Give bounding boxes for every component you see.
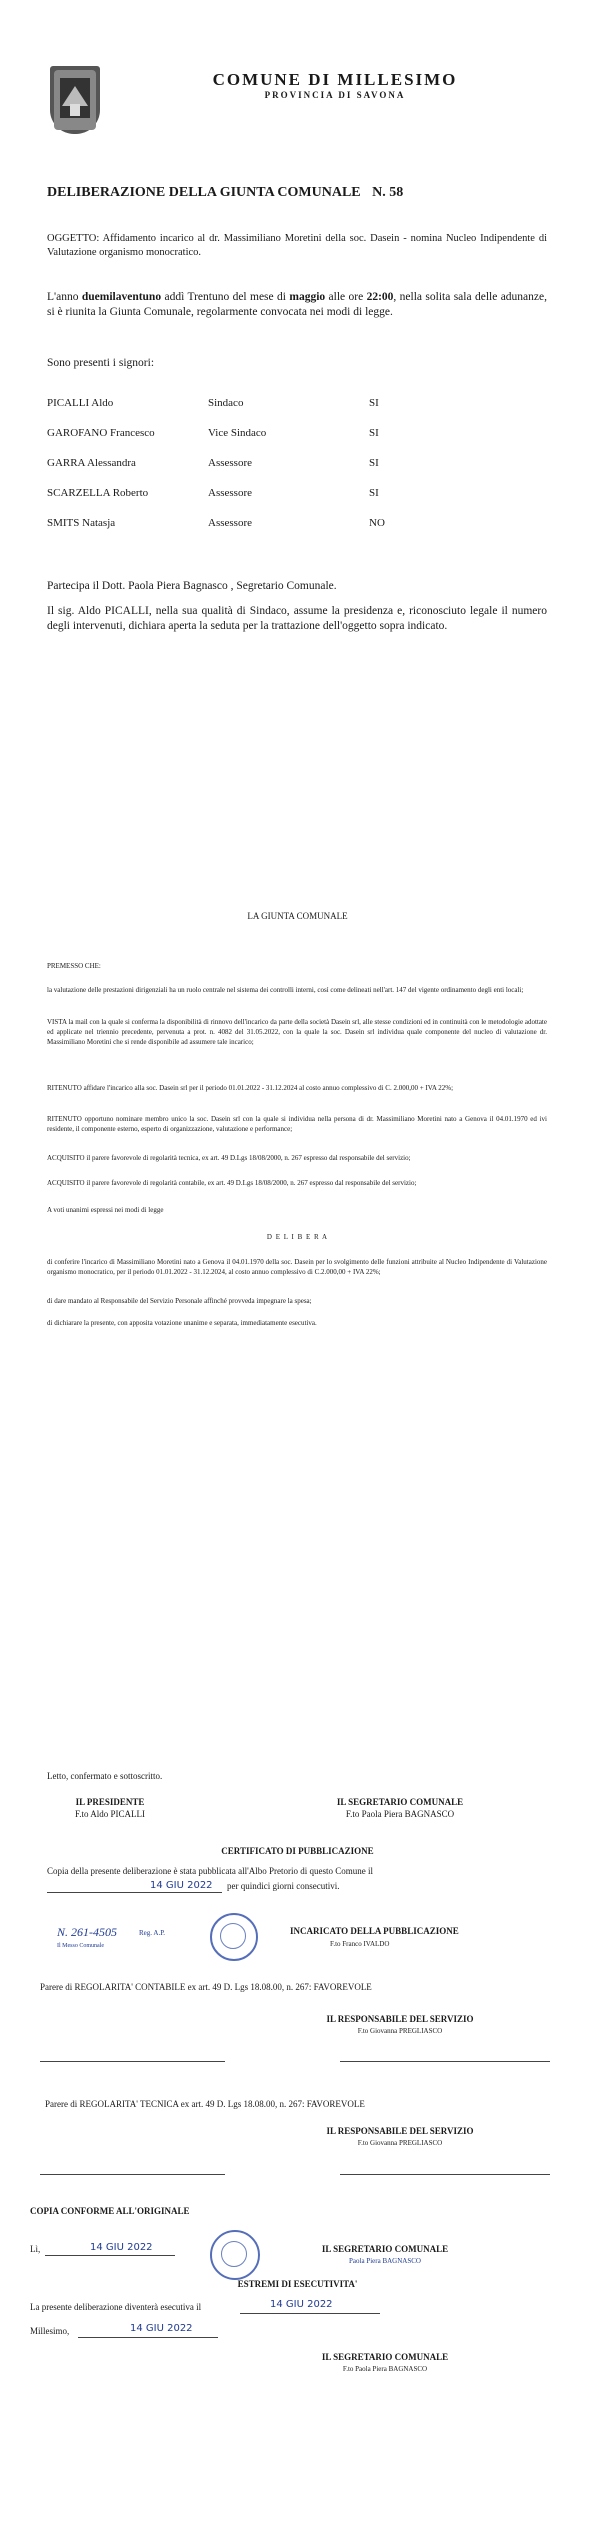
member-role: Vice Sindaco bbox=[208, 427, 267, 439]
date-underline bbox=[78, 2337, 218, 2338]
esecutivita-date-stamp: 14 GIU 2022 bbox=[270, 2299, 333, 2310]
member-name: GARRA Alessandra bbox=[47, 457, 136, 469]
signature-line bbox=[40, 2061, 225, 2062]
premesso-label: PREMESSO CHE: bbox=[47, 962, 101, 970]
delibera-paragraph: di dare mandato al Responsabile del Servizio Personale affinché provveda impegnare la spesa; bbox=[47, 1297, 312, 1305]
copia-date-stamp: 14 GIU 2022 bbox=[90, 2242, 153, 2253]
segretario-name: F.to Paola Piera BAGNASCO bbox=[345, 1809, 455, 1819]
comune-name: COMUNE DI MILLESIMO bbox=[212, 70, 458, 89]
member-name: SMITS Natasja bbox=[47, 517, 116, 529]
certificato-text: Copia della presente deliberazione è stata pubblicata all'Albo Pretorio di questo Comune il bbox=[47, 1866, 374, 1876]
member-present: SI bbox=[369, 457, 379, 469]
deliberation-number: N. 58 bbox=[372, 185, 404, 200]
member-role: Assessore bbox=[208, 457, 252, 469]
body-paragraph: VISTA la mail con la quale si conferma la disponibilità di rinnovo dell'incarico da parte della società Dasein srl, alle stesse condizioni ed in continuità con le metodologie adottate ed applicate nel triennio precedente, pervenuta a prot. n. 4082 del 31.05.2022, con la quale la soc. Dasein srl individua quale componente del nucleo di valutazione dr. Massimiliano Moretini che si rende disponibile ad assumere tale incarico; bbox=[47, 1018, 547, 1046]
partecipa-text: Partecipa il Dott. Paola Piera Bagnasco , Segretario Comunale. bbox=[47, 580, 337, 592]
date-underline bbox=[47, 1892, 222, 1893]
registration-number: N. 261-4505 bbox=[57, 1925, 117, 1939]
body-paragraph: RITENUTO opportuno nominare membro unico la soc. Dasein srl con la quale si individua nella persona di dr. Massimiliano Moretini nato a Genova il 04.01.1970 ed ivi residente, il componente esterno, esperto di organizzazione, valutazione e performance; bbox=[47, 1115, 547, 1133]
page-title bbox=[47, 185, 547, 201]
messo-label: Il Messo Comunale bbox=[57, 1943, 104, 1949]
signature-line bbox=[340, 2061, 550, 2062]
copia-heading: COPIA CONFORME ALL'ORIGINALE bbox=[30, 2206, 190, 2216]
official-seal-inner bbox=[221, 2241, 247, 2267]
member-name: GAROFANO Francesco bbox=[47, 427, 155, 439]
contabile-resp-name: F.to Giovanna PREGLIASCO bbox=[357, 2027, 443, 2035]
body-paragraph: la valutazione delle prestazioni dirigenziali ha un ruolo centrale nel sistema dei controlli interni, così come delineati nell'art. 147 del vigente ordinamento degli enti locali; bbox=[47, 986, 524, 994]
esecutivita-segretario: IL SEGRETARIO COMUNALE bbox=[321, 2352, 449, 2362]
certificato-heading: CERTIFICATO DI PUBBLICAZIONE bbox=[221, 1846, 374, 1856]
member-present: SI bbox=[369, 397, 379, 409]
esecutivita-place: Millesimo, bbox=[30, 2326, 70, 2336]
segretario-label: IL SEGRETARIO COMUNALE bbox=[336, 1797, 464, 1807]
esecutivita-text: La presente deliberazione diventerà esecutiva il bbox=[30, 2302, 202, 2312]
tecnica-resp-name: F.to Giovanna PREGLIASCO bbox=[357, 2139, 443, 2147]
sindaco-paragraph: Il sig. Aldo PICALLI, nella sua qualità di Sindaco, assume la presidenza e, riconosciuto legale il numero degli intervenuti, dichiara aperta la seduta per la trattazione dell'oggetto sopra indicato. bbox=[47, 605, 547, 632]
incaricato-name: F.to Franco IVALDO bbox=[330, 1940, 390, 1948]
copia-segretario: IL SEGRETARIO COMUNALE bbox=[321, 2244, 449, 2254]
body-paragraph: ACQUISITO il parere favorevole di regolarità tecnica, ex art. 49 D.Lgs 18/08/2000, n. 267 espresso dal responsabile del servizio; bbox=[47, 1154, 411, 1162]
incaricato-label: INCARICATO DELLA PUBBLICAZIONE bbox=[290, 1926, 459, 1936]
coat-of-arms-logo bbox=[50, 66, 100, 134]
certificato-text-2: per quindici giorni consecutivi. bbox=[227, 1881, 340, 1891]
official-seal-inner bbox=[220, 1923, 246, 1949]
tecnica-resp: IL RESPONSABILE DEL SERVIZIO bbox=[326, 2126, 474, 2136]
presenti-label: Sono presenti i signori: bbox=[47, 357, 155, 369]
body-paragraph: ACQUISITO il parere favorevole di regolarità contabile, ex art. 49 D.Lgs 18/08/2000, n. 267 espresso dal responsabile del servizio; bbox=[47, 1179, 417, 1187]
signature-line bbox=[40, 2174, 225, 2175]
member-present: SI bbox=[369, 487, 379, 499]
member-present: SI bbox=[369, 427, 379, 439]
date-underline bbox=[45, 2255, 175, 2256]
esecutivita-segretario-name: F.to Paola Piera BAGNASCO bbox=[342, 2365, 428, 2373]
oggetto-text: OGGETTO: Affidamento incarico al dr. Massimiliano Moretini della soc. Dasein - nomina Nucleo Indipendente di Valutazione organismo monocratico. bbox=[47, 233, 547, 258]
esecutivita-heading: ESTREMI DI ESECUTIVITA' bbox=[237, 2279, 358, 2289]
delibera-paragraph: di dichiarare la presente, con apposita votazione unanime e separata, immediatamente esecutiva. bbox=[47, 1319, 317, 1327]
delibera-heading: D E L I B E R A bbox=[266, 1233, 329, 1241]
member-role: Sindaco bbox=[208, 397, 244, 409]
member-role: Assessore bbox=[208, 517, 252, 529]
letto-text: Letto, confermato e sottoscritto. bbox=[47, 1771, 163, 1781]
registration-stamp bbox=[47, 1925, 187, 1951]
intro-mese: maggio bbox=[289, 291, 326, 303]
tecnica-text: Parere di REGOLARITA' TECNICA ex art. 49 D. Lgs 18.08.00, n. 267: FAVOREVOLE bbox=[45, 2099, 365, 2109]
intro-anno: duemilaventuno bbox=[81, 291, 162, 303]
delibera-paragraph: di conferire l'incarico di Massimiliano Moretini nato a Genova il 04.01.1970 della soc. Dasein per lo svolgimento delle funzioni attribuite al Nucleo Indipendente di Valutazione organismo monocratico, per il periodo 01.01.2022 - 31.12.2024, al costo annuo complessivo di C.2.000,00 + IVA 22%; bbox=[47, 1258, 547, 1276]
date-underline bbox=[240, 2313, 380, 2314]
member-present: NO bbox=[369, 517, 385, 529]
giunta-heading: LA GIUNTA COMUNALE bbox=[247, 911, 348, 921]
contabile-text: Parere di REGOLARITA' CONTABILE ex art. 49 D. Lgs 18.08.00, n. 267: FAVOREVOLE bbox=[40, 1982, 372, 1992]
esecutivita-place-date-stamp: 14 GIU 2022 bbox=[130, 2323, 193, 2334]
member-name: PICALLI Aldo bbox=[47, 397, 114, 409]
presidente-label: IL PRESIDENTE bbox=[75, 1797, 145, 1807]
body-paragraph: A voti unanimi espressi nei modi di legge bbox=[47, 1206, 164, 1214]
intro-mid1: addì Trentuno del mese di bbox=[161, 291, 290, 303]
registration-label: Reg. A.P. bbox=[139, 1929, 166, 1937]
intro-pre: L'anno bbox=[47, 291, 82, 303]
intro-rest: , nella solita sala delle adunanze, si è riunita la Giunta Comunale, regolarmente convocata nei modi di legge. bbox=[47, 291, 547, 318]
copia-li: Lì, bbox=[30, 2244, 41, 2254]
presidente-name: F.to Aldo PICALLI bbox=[74, 1809, 146, 1819]
body-paragraph: RITENUTO affidare l'incarico alla soc. Dasein srl per il periodo 01.01.2022 - 31.12.2024 al costo annuo complessivo di C. 2.000,00 + IVA 22%; bbox=[47, 1084, 454, 1092]
copia-segretario-name: Paola Piera BAGNASCO bbox=[349, 2257, 421, 2265]
intro-paragraph bbox=[47, 290, 547, 320]
provincia-name: PROVINCIA DI SAVONA bbox=[264, 90, 406, 100]
intro-mid2: alle ore bbox=[325, 291, 367, 303]
title-text: DELIBERAZIONE DELLA GIUNTA COMUNALE bbox=[47, 185, 361, 200]
publication-date-stamp: 14 GIU 2022 bbox=[150, 1880, 213, 1891]
member-name: SCARZELLA Roberto bbox=[47, 487, 149, 499]
contabile-resp: IL RESPONSABILE DEL SERVIZIO bbox=[326, 2014, 474, 2024]
intro-ore: 22:00 bbox=[366, 291, 394, 303]
member-role: Assessore bbox=[208, 487, 252, 499]
signature-line bbox=[340, 2174, 550, 2175]
